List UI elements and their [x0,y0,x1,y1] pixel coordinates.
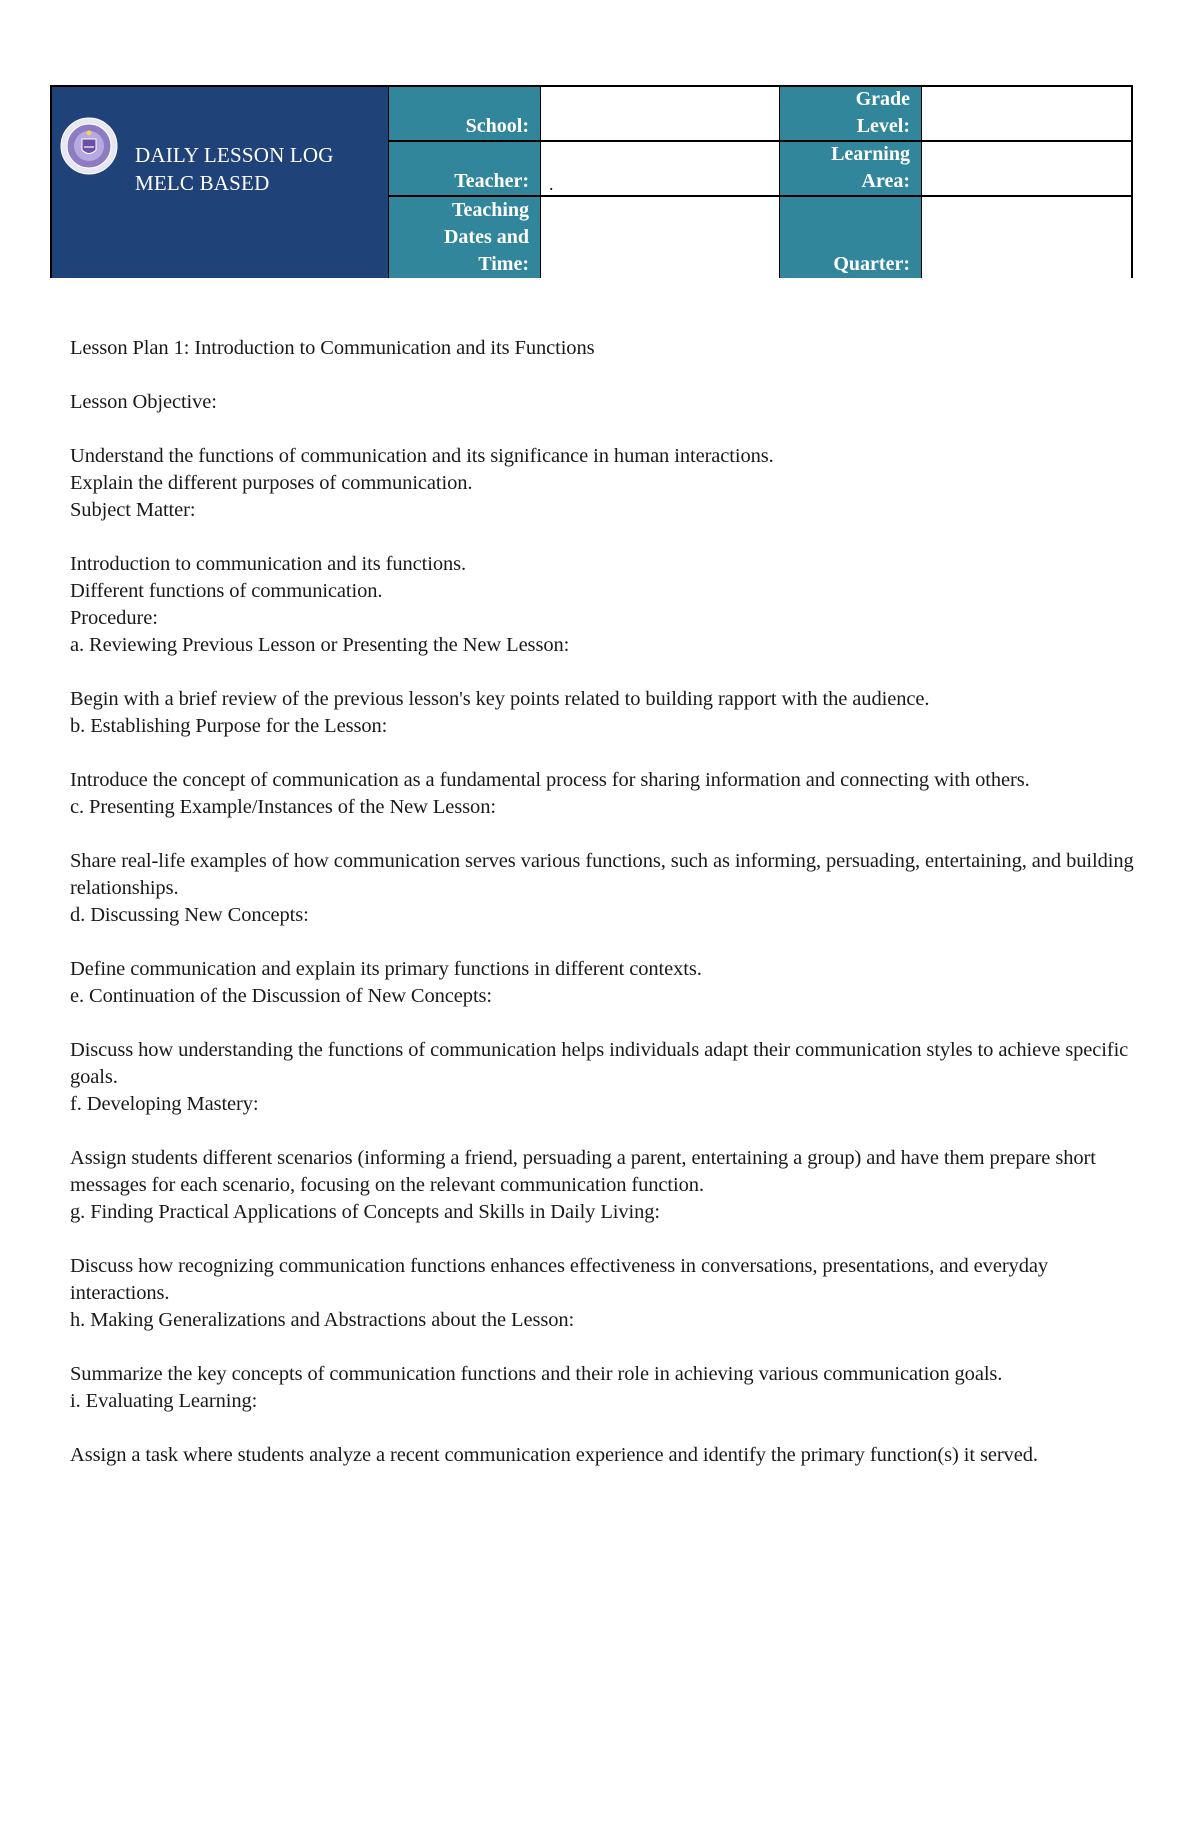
teacher-field[interactable]: . [541,142,780,197]
procedure-step-title: e. Continuation of the Discussion of New Concepts: [70,985,493,1007]
learning-area-label: Learning Area: [780,142,922,197]
teacher-label: Teacher: [389,142,541,197]
procedure-step-body: Begin with a brief review of the previous lesson's key points related to building rapport with the audience. [70,688,930,710]
procedure-step-title: h. Making Generalizations and Abstractions about the Lesson: [70,1309,575,1331]
lesson-plan-body [70,335,1140,1469]
school-field[interactable] [541,87,780,142]
procedure-step-title: f. Developing Mastery: [70,1093,259,1115]
school-label: School: [389,87,541,142]
procedure-step-title: c. Presenting Example/Instances of the New Lesson: [70,796,496,818]
lesson-plan-title: Lesson Plan 1: Introduction to Communication and its Functions [70,337,595,359]
quarter-field[interactable] [922,197,1131,278]
objective-item: Explain the different purposes of communication. [70,472,473,494]
procedure-step-title: d. Discussing New Concepts: [70,904,309,926]
procedure-step-title: a. Reviewing Previous Lesson or Presenting the New Lesson: [70,634,570,656]
learning-area-field[interactable] [922,142,1131,197]
subject-heading: Subject Matter: [70,499,196,521]
procedure-step-body: Summarize the key concepts of communication functions and their role in achieving various communication goals. [70,1363,1003,1385]
title-line-1: DAILY LESSON LOG [135,143,334,167]
grade-level-label: Grade Level: [780,87,922,142]
procedure-step-body: Discuss how understanding the functions of communication helps individuals adapt their communication styles to achieve specific goals. [70,1039,1129,1088]
title-line-2: MELC BASED [135,171,270,195]
quarter-label: Quarter: [780,197,922,278]
procedure-step-body: Assign students different scenarios (informing a friend, persuading a parent, entertaining a group) and have them prepare short messages for each scenario, focusing on the relevant communication function. [70,1147,1096,1196]
objective-heading: Lesson Objective: [70,391,217,413]
procedure-step-title: i. Evaluating Learning: [70,1390,258,1412]
procedure-step-body: Introduce the concept of communication as a fundamental process for sharing information and connecting with others. [70,769,1030,791]
procedure-step-title: b. Establishing Purpose for the Lesson: [70,715,388,737]
teaching-dates-label: Teaching Dates and Time: [389,197,541,278]
subject-item: Introduction to communication and its functions. [70,553,467,575]
procedure-step-body: Define communication and explain its primary functions in different contexts. [70,958,702,980]
objective-item: Understand the functions of communication and its significance in human interactions. [70,445,774,467]
procedure-heading: Procedure: [70,607,158,629]
subject-item: Different functions of communication. [70,580,383,602]
brand-panel [52,87,389,278]
procedure-step-title: g. Finding Practical Applications of Concepts and Skills in Daily Living: [70,1201,660,1223]
procedure-step-body: Discuss how recognizing communication functions enhances effectiveness in conversations, presentations, and everyday interactions. [70,1255,1048,1304]
header-table [50,85,1133,278]
grade-level-field[interactable] [922,87,1131,142]
document-title [135,141,334,197]
deped-seal-icon [60,117,118,175]
procedure-step-body: Assign a task where students analyze a recent communication experience and identify the primary function(s) it served. [70,1444,1038,1466]
teaching-dates-field[interactable] [541,197,780,278]
procedure-step-body: Share real-life examples of how communication serves various functions, such as informing, persuading, entertaining, and building relationships. [70,850,1134,899]
